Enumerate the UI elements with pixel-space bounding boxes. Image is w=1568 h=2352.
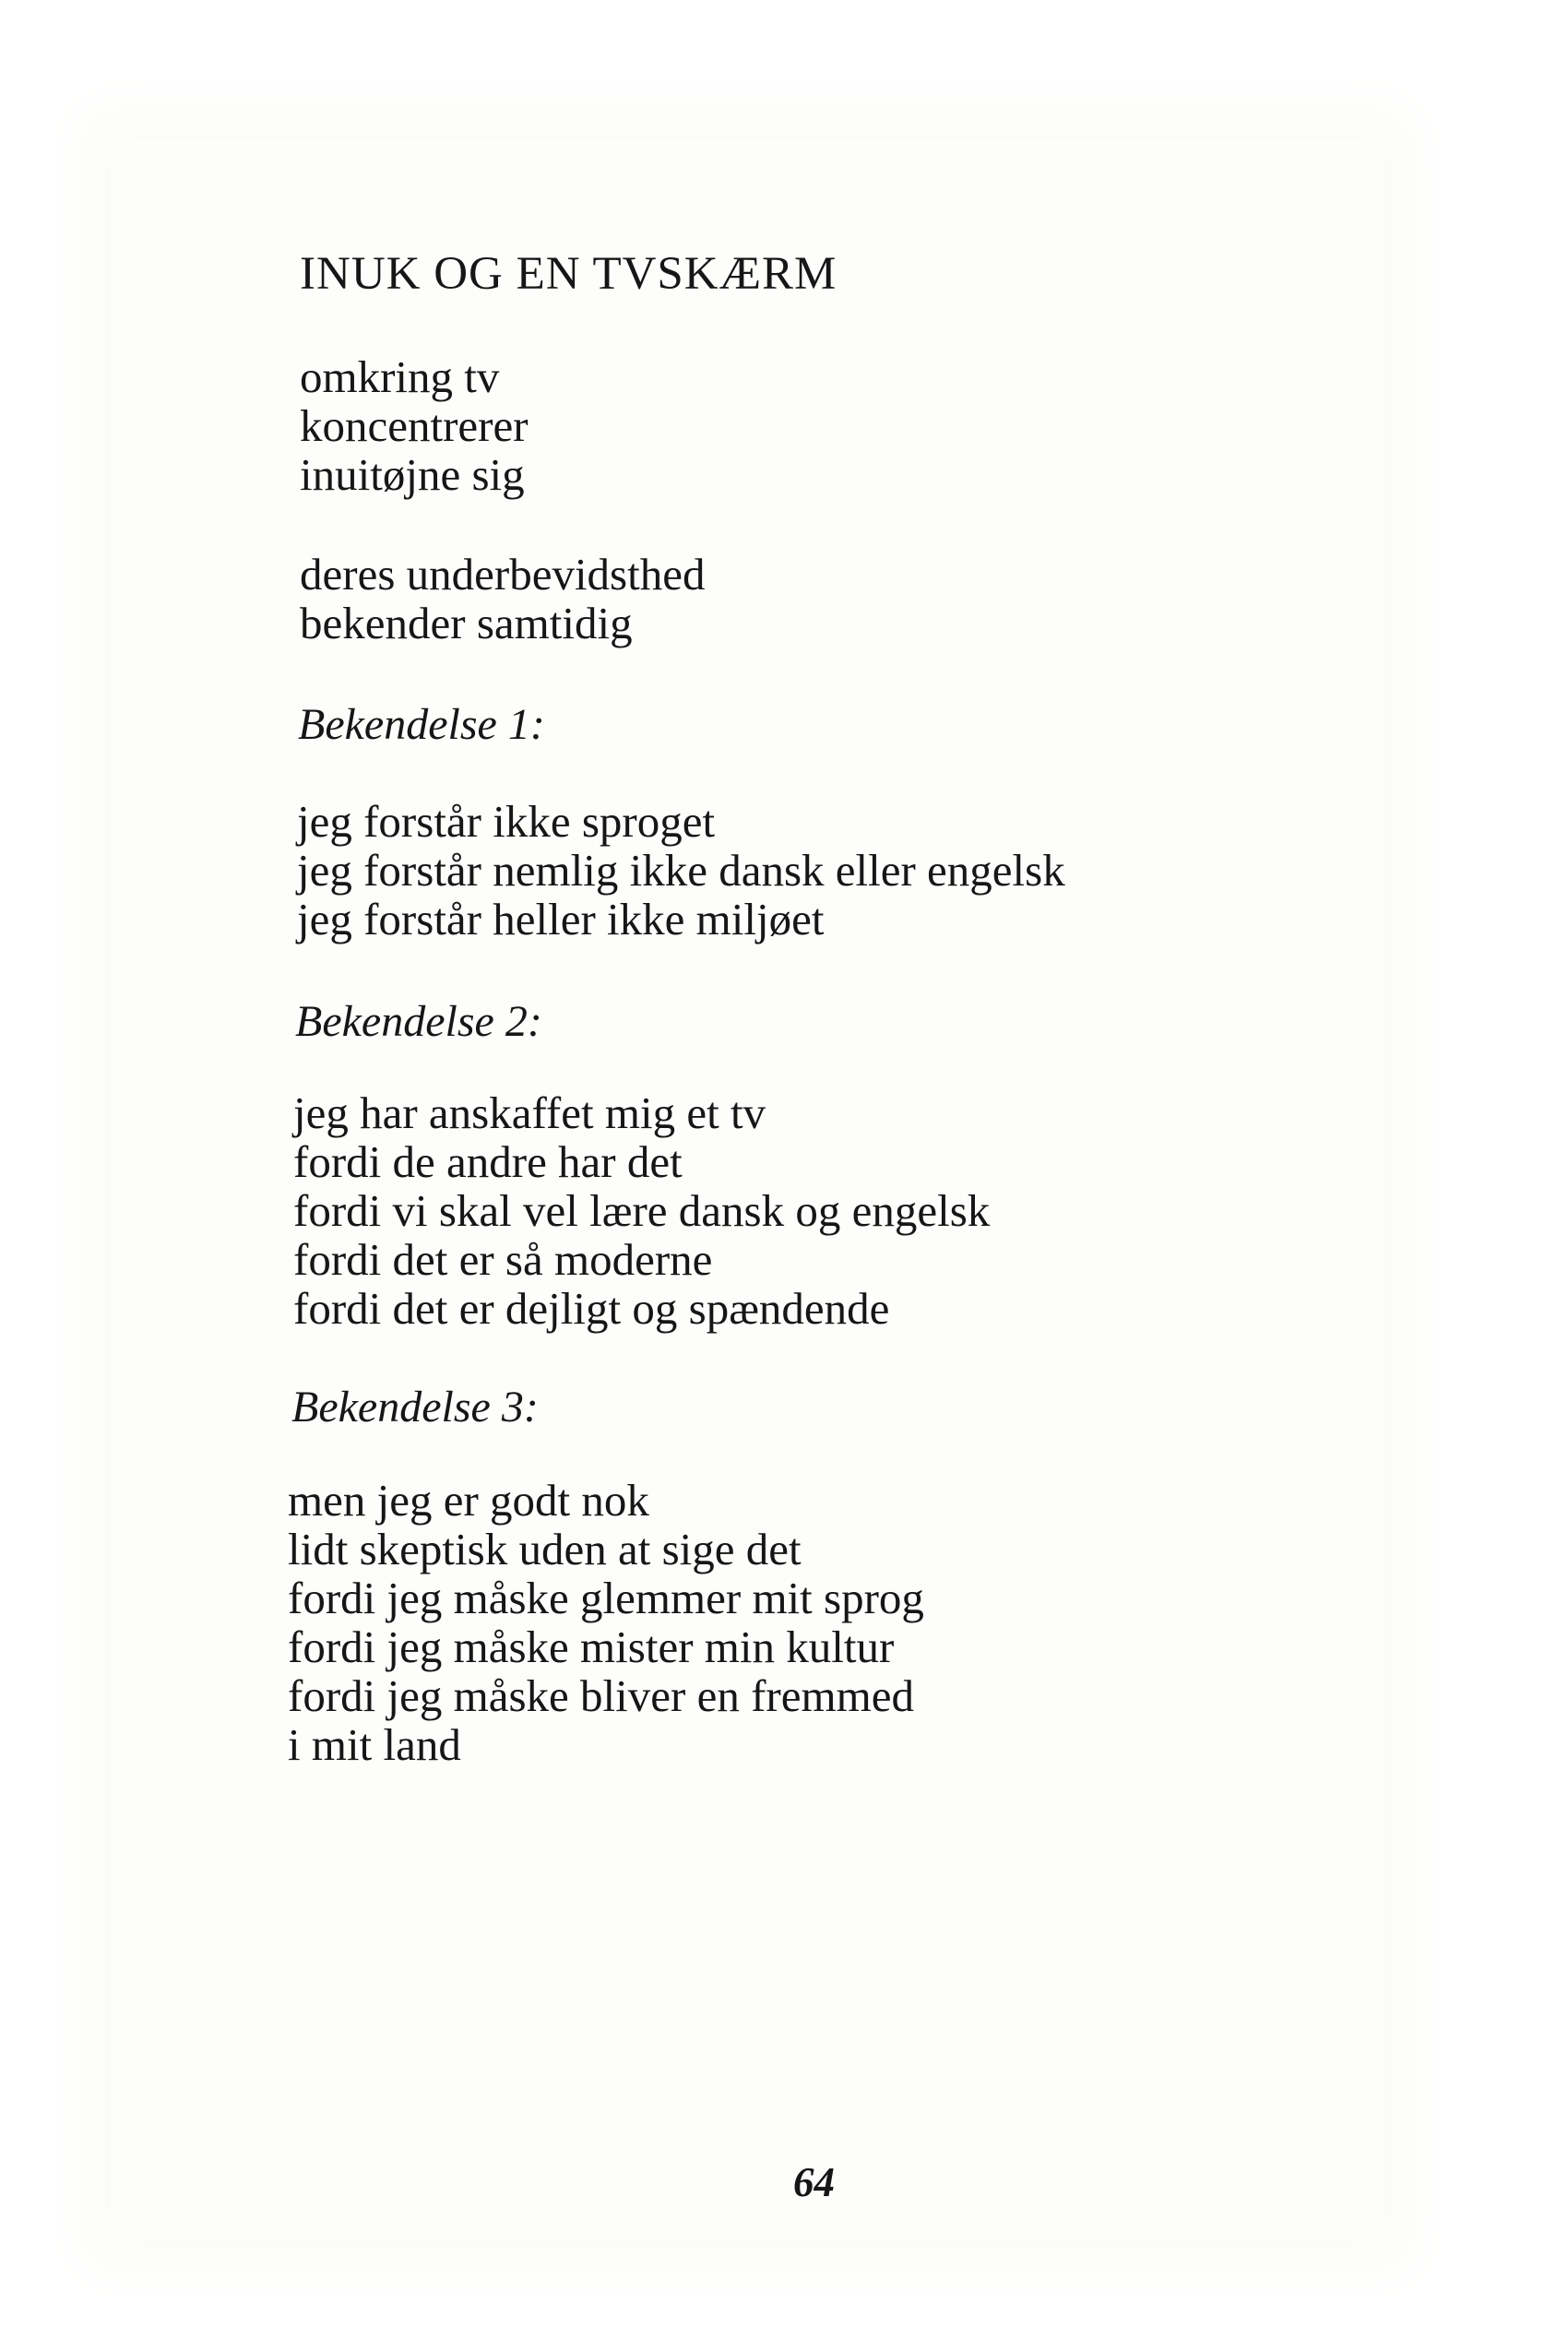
poem-line: fordi det er så moderne (293, 1234, 713, 1285)
poem-line: fordi det er dejligt og spændende (293, 1283, 890, 1334)
poem-line: fordi jeg måske glemmer mit sprog (288, 1573, 924, 1623)
poem-line: men jeg er godt nok (288, 1475, 649, 1526)
poem-line: lidt skeptisk uden at sige det (288, 1524, 802, 1574)
confession-1-heading: Bekendelse 1: (298, 700, 545, 749)
poem-line: fordi jeg måske bliver en fremmed (288, 1670, 914, 1721)
poem-line: fordi vi skal vel lære dansk og engelsk (293, 1185, 991, 1236)
poem-line: inuitøjne sig (300, 449, 525, 500)
page-number: 64 (793, 2159, 835, 2205)
poem-line: jeg forstår ikke sproget (297, 796, 716, 847)
stanza-2 (300, 550, 706, 647)
poem-line: bekender samtidig (300, 598, 633, 648)
poem-line: jeg forstår heller ikke miljøet (297, 894, 825, 944)
poem-line: jeg forstår nemlig ikke dansk eller engelsk (297, 845, 1065, 896)
confession-3-stanza (288, 1476, 924, 1769)
confession-1-stanza (297, 797, 1065, 944)
poem-line: fordi de andre har det (293, 1136, 683, 1187)
poem-line: fordi jeg måske mister min kultur (288, 1621, 895, 1672)
poem-line: deres underbevidsthed (300, 549, 706, 600)
poem-line: koncentrerer (300, 400, 529, 451)
poem-title: INUK OG EN TVSKÆRM (300, 248, 837, 300)
poem-line: i mit land (288, 1719, 461, 1770)
confession-2-stanza (293, 1088, 990, 1333)
stanza-1 (300, 352, 529, 499)
confession-2-heading: Bekendelse 2: (295, 997, 542, 1046)
confession-3-heading: Bekendelse 3: (291, 1383, 539, 1431)
poem-line: omkring tv (300, 351, 500, 402)
poem-line: jeg har anskaffet mig et tv (293, 1087, 766, 1138)
